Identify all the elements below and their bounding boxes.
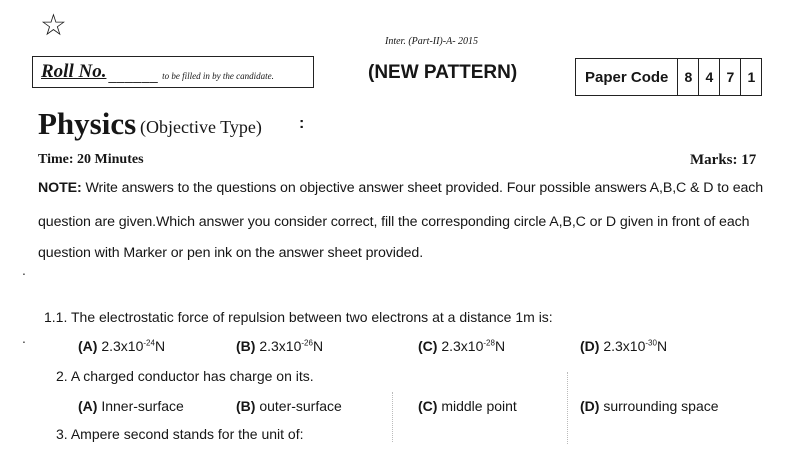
roll-number-blank: ______ xyxy=(108,67,159,83)
option-value: Inner-surface xyxy=(101,398,184,414)
option-c xyxy=(418,398,517,414)
note-label: NOTE: xyxy=(38,180,82,196)
scan-fold-line xyxy=(567,372,568,444)
total-marks: Marks: 17 xyxy=(690,152,757,168)
subject-title: Physics xyxy=(38,106,137,141)
option-letter: (D) xyxy=(580,338,600,354)
option-value: surrounding space xyxy=(603,398,719,414)
scan-fold-line xyxy=(392,392,393,442)
note-line-1 xyxy=(38,180,763,196)
margin-mark: . xyxy=(22,262,26,278)
margin-mark: . xyxy=(22,330,26,346)
roll-number-box xyxy=(32,56,314,88)
option-value: $2.3x10^{-28}N$ xyxy=(441,338,506,354)
question-2 xyxy=(56,368,314,384)
paper-code-digit: 8 xyxy=(677,59,698,95)
option-a xyxy=(78,398,184,414)
note-line-2: question are given.Which answer you consider correct, fill the corresponding circle A,B,C or D given in front of each xyxy=(38,214,750,230)
option-letter: (C) xyxy=(418,398,438,414)
option-letter: (D) xyxy=(580,398,600,414)
roll-number-note: to be filled in by the candidate. xyxy=(162,71,274,81)
option-a xyxy=(78,338,165,354)
exam-reference: Inter. (Part-II)-A- 2015 xyxy=(385,36,479,47)
option-b xyxy=(236,398,342,414)
stray-mark: : xyxy=(299,115,305,132)
option-b xyxy=(236,338,323,354)
option-value: middle point xyxy=(441,398,517,414)
option-value: $2.3x10^{-30}N$ xyxy=(603,338,668,354)
question-1 xyxy=(44,309,553,325)
option-d xyxy=(580,338,667,354)
roll-number-label: Roll No. xyxy=(41,61,107,82)
question-number: 3. xyxy=(56,426,68,442)
option-letter: (A) xyxy=(78,338,98,354)
option-letter: (A) xyxy=(78,398,98,414)
option-letter: (B) xyxy=(236,398,256,414)
note-text-1: Write answers to the questions on objective answer sheet provided. Four possible answers A,B,C & D to each xyxy=(85,180,764,196)
subject-type: (Objective Type) xyxy=(140,117,262,137)
paper-code-label: Paper Code xyxy=(585,68,669,86)
option-letter: (B) xyxy=(236,338,256,354)
option-d xyxy=(580,398,719,414)
note-line-3: question with Marker or pen ink on the answer sheet provided. xyxy=(38,245,424,261)
option-value: $2.3x10^{-24}N$ xyxy=(101,338,166,354)
question-text: The electrostatic force of repulsion between two electrons at a distance 1m is: xyxy=(71,309,553,325)
question-text: Ampere second stands for the unit of: xyxy=(70,426,304,442)
paper-code-digit: 4 xyxy=(698,59,719,95)
question-number: 1.1. xyxy=(44,309,68,325)
star-icon: ☆ xyxy=(40,8,67,43)
option-value: $2.3x10^{-26}N$ xyxy=(259,338,324,354)
time-allowed: Time: 20 Minutes xyxy=(38,152,144,167)
question-text: A charged conductor has charge on its. xyxy=(70,368,314,384)
paper-code-digit: 1 xyxy=(740,59,761,95)
question-3 xyxy=(56,426,304,442)
option-c xyxy=(418,338,505,354)
paper-code-digit: 7 xyxy=(719,59,740,95)
option-letter: (C) xyxy=(418,338,438,354)
option-value: outer-surface xyxy=(259,398,342,414)
new-pattern-heading: (NEW PATTERN) xyxy=(368,62,518,83)
question-number: 2. xyxy=(56,368,68,384)
paper-code-box xyxy=(575,58,762,96)
